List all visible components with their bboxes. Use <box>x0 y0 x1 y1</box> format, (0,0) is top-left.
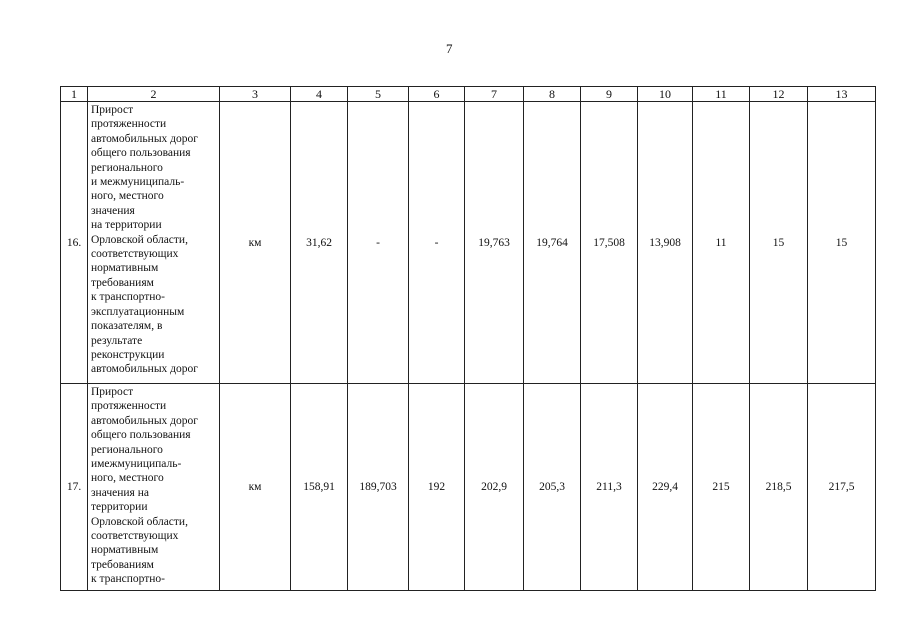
value-cell: - <box>409 102 465 384</box>
description-line: требованиям <box>91 558 154 571</box>
value-cell: 202,9 <box>465 384 524 591</box>
table-row <box>61 102 876 384</box>
description-line: нормативным <box>91 544 159 557</box>
value-cell: 31,62 <box>291 102 348 384</box>
description-line: результате <box>91 334 143 347</box>
value-cell: 11 <box>693 102 750 384</box>
table-header-row <box>61 87 876 102</box>
value-cell: 189,703 <box>348 384 409 591</box>
description-line: соответствующих <box>91 530 179 543</box>
description-line: Орловской области, <box>91 515 188 528</box>
value-cell: 158,91 <box>291 384 348 591</box>
value-cell: 218,5 <box>750 384 808 591</box>
description-line: к транспортно- <box>91 573 166 586</box>
value-cell: 211,3 <box>581 384 638 591</box>
description-line: протяженности <box>91 118 167 131</box>
value-cell: 17,508 <box>581 102 638 384</box>
value-cell: - <box>348 102 409 384</box>
description-line: регионального <box>91 443 163 456</box>
description-line: общего пользования <box>91 429 191 442</box>
column-header: 5 <box>348 87 409 102</box>
column-header: 8 <box>524 87 581 102</box>
description-line: автомобильных дорог <box>91 414 198 427</box>
description-line: и межмуниципаль- <box>91 176 185 189</box>
description-line: имежмуниципаль- <box>91 458 182 471</box>
column-header: 4 <box>291 87 348 102</box>
description-line: протяженности <box>91 400 167 413</box>
row-description <box>88 102 220 384</box>
description-line: значения <box>91 204 135 217</box>
description-line: ного, местного <box>91 190 164 203</box>
description-line: показателям, в <box>91 320 163 333</box>
description-line: регионального <box>91 161 163 174</box>
column-header: 7 <box>465 87 524 102</box>
description-line: значения на <box>91 486 149 499</box>
description-line: к транспортно- <box>91 291 166 304</box>
description-line: соответствующих <box>91 248 179 261</box>
description-line: ного, местного <box>91 472 164 485</box>
description-line: территории <box>91 501 148 514</box>
unit-cell: км <box>220 102 291 384</box>
data-table <box>60 86 876 591</box>
row-description <box>88 384 220 591</box>
unit-cell: км <box>220 384 291 591</box>
column-header: 2 <box>88 87 220 102</box>
description-line: на территории <box>91 219 162 232</box>
column-header: 6 <box>409 87 465 102</box>
column-header: 13 <box>808 87 876 102</box>
value-cell: 15 <box>808 102 876 384</box>
column-header: 12 <box>750 87 808 102</box>
value-cell: 19,763 <box>465 102 524 384</box>
description-line: автомобильных дорог <box>91 132 198 145</box>
description-line: требованиям <box>91 276 154 289</box>
description-line: общего пользования <box>91 147 191 160</box>
value-cell: 13,908 <box>638 102 693 384</box>
column-header: 11 <box>693 87 750 102</box>
value-cell: 205,3 <box>524 384 581 591</box>
description-line: Прирост <box>91 386 134 398</box>
page-number: 7 <box>446 41 453 56</box>
column-header: 1 <box>61 87 88 102</box>
description-line: реконструкции <box>91 348 165 361</box>
description-line: нормативным <box>91 262 159 275</box>
value-cell: 192 <box>409 384 465 591</box>
description-line: Прирост <box>91 104 134 116</box>
value-cell: 215 <box>693 384 750 591</box>
description-line: Орловской области, <box>91 233 188 246</box>
value-cell: 15 <box>750 102 808 384</box>
column-header: 9 <box>581 87 638 102</box>
description-line: эксплуатационным <box>91 305 185 318</box>
column-header: 10 <box>638 87 693 102</box>
row-number: 17. <box>61 384 88 591</box>
table-row <box>61 384 876 591</box>
value-cell: 19,764 <box>524 102 581 384</box>
row-number: 16. <box>61 102 88 384</box>
value-cell: 229,4 <box>638 384 693 591</box>
description-line: автомобильных дорог <box>91 363 198 376</box>
value-cell: 217,5 <box>808 384 876 591</box>
column-header: 3 <box>220 87 291 102</box>
